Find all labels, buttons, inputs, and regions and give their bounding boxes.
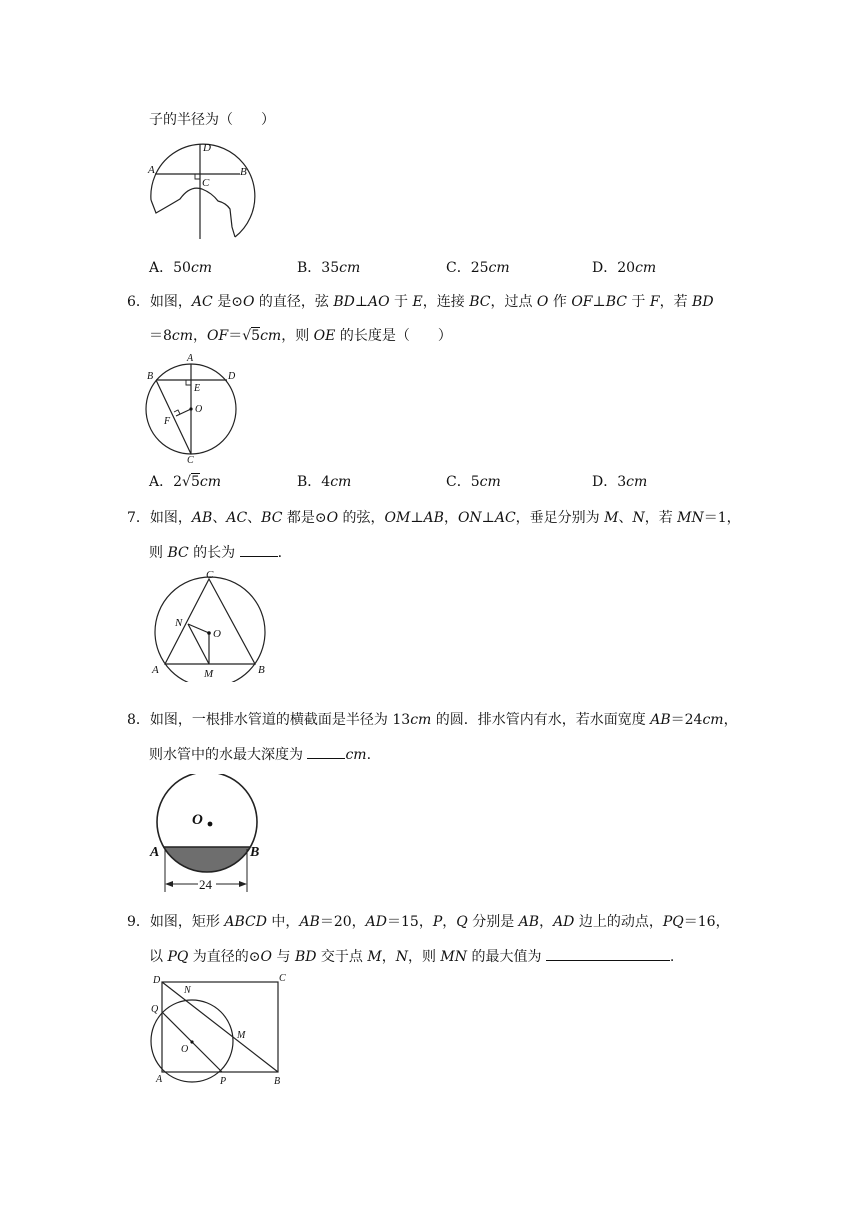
q6-option-d[interactable]: D．3cm [592, 474, 648, 490]
q7-answer-blank[interactable] [240, 542, 278, 557]
q9-label-c: C [279, 973, 286, 984]
q7-figure [145, 570, 275, 682]
q6-stem-line-2: ＝8cm，OF＝√5cm，则 OE 的长度是（ ） [149, 328, 452, 344]
q6-label-b: B [147, 371, 154, 382]
q7-label-a: A [152, 664, 159, 676]
q5-label-d: D [203, 142, 211, 154]
q6-label-o: O [195, 404, 203, 415]
q9-answer-blank[interactable] [546, 946, 670, 961]
q6-right-angle-mark-e [186, 380, 191, 385]
q9-label-p: P [220, 1076, 227, 1087]
q6-label-f: F [164, 416, 171, 427]
q6-center-dot [189, 407, 192, 410]
q8-label-width: 24 [199, 877, 212, 892]
q5-label-a: A [148, 164, 155, 176]
q9-label-o: O [181, 1044, 189, 1055]
q8-dim-arrow-left [165, 881, 173, 887]
q6-sqrt-sign: √ [242, 328, 252, 344]
q6-sqrt-radicand: 5 [251, 328, 261, 344]
q6-right-angle-mark-f [174, 410, 180, 414]
q7-stem-line-2: 则 BC 的长为 . [149, 542, 282, 563]
q5-broken-edge [151, 188, 235, 237]
q8-label-o: O [192, 812, 203, 828]
q5-label-b: B [240, 166, 247, 178]
q5-stem-tail: 子的半径为（ ） [149, 112, 275, 128]
q5-label-c: C [202, 177, 210, 189]
q7-segment-mn [188, 624, 209, 664]
q6-label-e: E [194, 383, 201, 394]
q9-stem-line-2: 以 PQ 为直径的⊙O 与 BD 交于点 M，N，则 MN 的最大值为 . [149, 946, 674, 967]
q7-label-m: M [204, 668, 214, 680]
q6-label-a: A [187, 353, 194, 364]
q6-figure [144, 352, 244, 464]
q5-right-angle-mark [195, 174, 200, 179]
q7-segment-on [188, 624, 209, 633]
q6-label-c: C [187, 455, 194, 464]
q8-answer-blank[interactable] [307, 744, 345, 759]
q9-label-d: D [153, 975, 161, 986]
q8-stem-line-2: 则水管中的水最大深度为 cm. [149, 744, 371, 765]
q9-label-b: B [274, 1076, 281, 1087]
q8-dim-arrow-right [239, 881, 247, 887]
q9-label-a: A [156, 1074, 163, 1085]
q9-figure [146, 970, 292, 1088]
q8-center-dot [208, 822, 213, 827]
q6-option-b[interactable]: B．4cm [297, 474, 352, 490]
q9-stem-line-1: 9．如图，矩形 ABCD 中，AB＝20，AD＝15，P，Q 分别是 AB，AD 边上的动点，PQ＝16， [127, 914, 730, 930]
q7-label-o: O [213, 628, 221, 640]
q5-option-a[interactable]: A．50cm [149, 260, 213, 276]
q7-center-dot [207, 631, 211, 635]
q5-option-b[interactable]: B．35cm [297, 260, 361, 276]
q7-label-b: B [258, 664, 265, 676]
q6-option-c[interactable]: C．5cm [446, 474, 501, 490]
q5-option-c[interactable]: C．25cm [446, 260, 510, 276]
q8-stem-line-1: 8．如图，一根排水管道的横截面是半径为 13cm 的圆．排水管内有水，若水面宽度 AB＝24cm， [127, 712, 738, 728]
q7-label-n: N [175, 617, 183, 629]
q9-label-m: M [237, 1030, 246, 1041]
q9-diagonal-bd [162, 982, 278, 1072]
q8-figure [146, 774, 276, 896]
q8-label-a: A [150, 845, 160, 860]
q6-option-a-sqrt-radicand: 5 [190, 474, 200, 490]
q5-option-d[interactable]: D．20cm [592, 260, 657, 276]
q5-pipe-arc [151, 144, 255, 237]
q9-label-n: N [184, 985, 191, 996]
q7-stem-line-1: 7．如图，AB、AC、BC 都是⊙O 的弦，OM⊥AB，ON⊥AC，垂足分别为 M、N，若 MN＝1， [127, 510, 741, 526]
q7-label-c: C [206, 570, 214, 581]
q9-label-q: Q [151, 1004, 159, 1015]
q7-circle [155, 577, 265, 682]
q8-label-b: B [250, 845, 260, 860]
q6-stem-line-1: 6．如图，AC 是⊙O 的直径，弦 BD⊥AO 于 E，连接 BC，过点 O 作 OF⊥BC 于 F，若 BD [127, 294, 714, 310]
q6-option-a-sqrt-sign: √ [182, 474, 191, 490]
q6-option-a[interactable]: A．2√5cm [149, 474, 222, 490]
q9-center-dot [190, 1040, 193, 1043]
q5-figure [140, 137, 270, 245]
q6-label-d: D [228, 371, 236, 382]
